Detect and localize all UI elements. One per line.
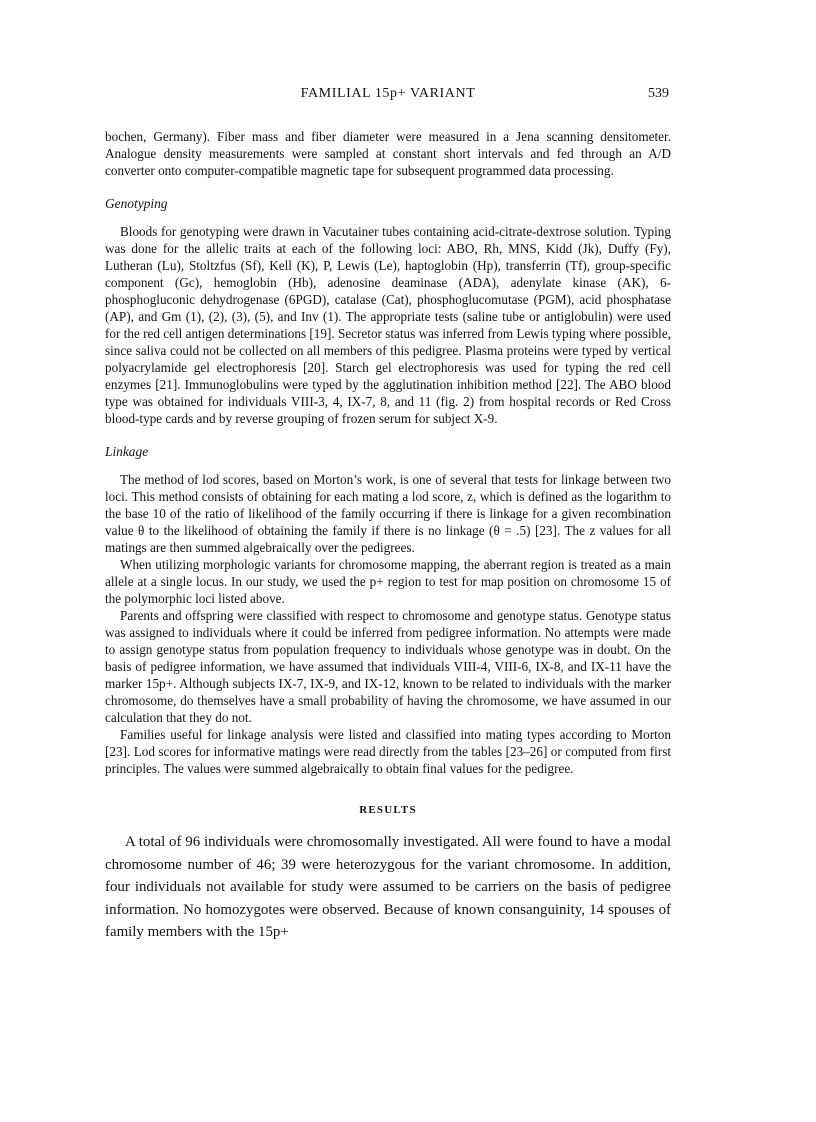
page-content: [105, 86, 671, 944]
paragraph-genotyping: Bloods for genotyping were drawn in Vacutainer tubes containing acid-citrate-dextrose solution. Typing was done for the allelic traits at each of the following loci: ABO, Rh, MNS, Kidd (Jk), Duffy (Fy), Lutheran (Lu), Stoltzfus (Sf), Kell (K), P, Lewis (Le), haptoglobin (Hp), transferrin (Tf), group-specific component (Gc), hemoglobin (Hb), adenosine deaminase (ADA), adenylate kinase (AK), 6-phosphogluconic dehydrogenase (6PGD), catalase (Cat), phosphoglucomutase (PGM), acid phosphatase (AP), and Gm (1), (2), (3), (5), and Inv (1). The appropriate tests (saline tube or antiglobulin) were used for the red cell antigen determinations [19]. Secretor status was inferred from Lewis typing where possible, since saliva could not be collected on all members of this pedigree. Plasma proteins were typed by vertical polyacrylamide gel electrophoresis [20]. Starch gel electrophoresis was used for typing the red cell enzymes [21]. Immunoglobulins were typed by the agglutination inhibition method [22]. The ABO blood type was obtained for individuals VIII-3, 4, IX-7, 8, and 11 (fig. 2) from hospital records or Red Cross blood-type cards and by reverse grouping of frozen serum for subject X-9.: [105, 224, 671, 426]
paragraph-linkage-1: The method of lod scores, based on Morton’s work, is one of several that tests for linkage between two loci. This method consists of obtaining for each mating a lod score, z, which is defined as the logarithm to the base 10 of the ratio of likelihood of the family occurring if there is linkage for a given recombination value θ to the likelihood of obtaining the family if there is no linkage (θ = .5) [23]. The z values for all matings are then summed algebraically over the pedigrees.: [105, 472, 671, 555]
paragraph-intro: bochen, Germany). Fiber mass and fiber diameter were measured in a Jena scanning densitometer. Analogue density measurements were sampled at constant short intervals and fed through an A/D converter onto computer-compatible magnetic tape for subsequent programmed data processing.: [105, 129, 671, 178]
paragraph-results: A total of 96 individuals were chromosomally investigated. All were found to have a modal chromosome number of 46; 39 were heterozygous for the variant chromosome. In addition, four individuals not available for study were assumed to be carriers on the basis of pedigree information. No homozygotes were observed. Because of known consanguinity, 14 spouses of family members with the 15p+: [105, 834, 671, 940]
paragraph-linkage-4: Families useful for linkage analysis were listed and classified into mating types according to Morton [23]. Lod scores for informative matings were read directly from the tables [23–26] or computed from first principles. The values were summed algebraically to obtain final values for the pedigree.: [105, 727, 671, 776]
section-heading-results: RESULTS: [359, 804, 417, 816]
running-head-title: FAMILIAL 15p+ VARIANT: [300, 86, 476, 101]
section-heading-linkage: Linkage: [105, 444, 149, 459]
running-head: [105, 86, 671, 102]
paragraph-linkage-2: When utilizing morphologic variants for chromosome mapping, the aberrant region is treated as a main allele at a single locus. In our study, we used the p+ region to test for map position on chromosome 15 of the polymorphic loci listed above.: [105, 557, 671, 606]
page-number: 539: [648, 86, 669, 101]
section-heading-genotyping: Genotyping: [105, 196, 168, 211]
paragraph-linkage-3: Parents and offspring were classified with respect to chromosome and genotype status. Genotype status was assigned to individuals where it could be inferred from pedigree information. No attempts were made to assign genotype status from population frequency to individuals whose genotype was in doubt. On the basis of pedigree information, we have assumed that individuals VIII-4, VIII-6, IX-8, and IX-11 have the marker 15p+. Although subjects IX-7, IX-9, and IX-12, known to be related to individuals with the marker chromosome, do themselves have a small probability of having the chromosome, we have assumed in our calculation that they do not.: [105, 608, 671, 725]
